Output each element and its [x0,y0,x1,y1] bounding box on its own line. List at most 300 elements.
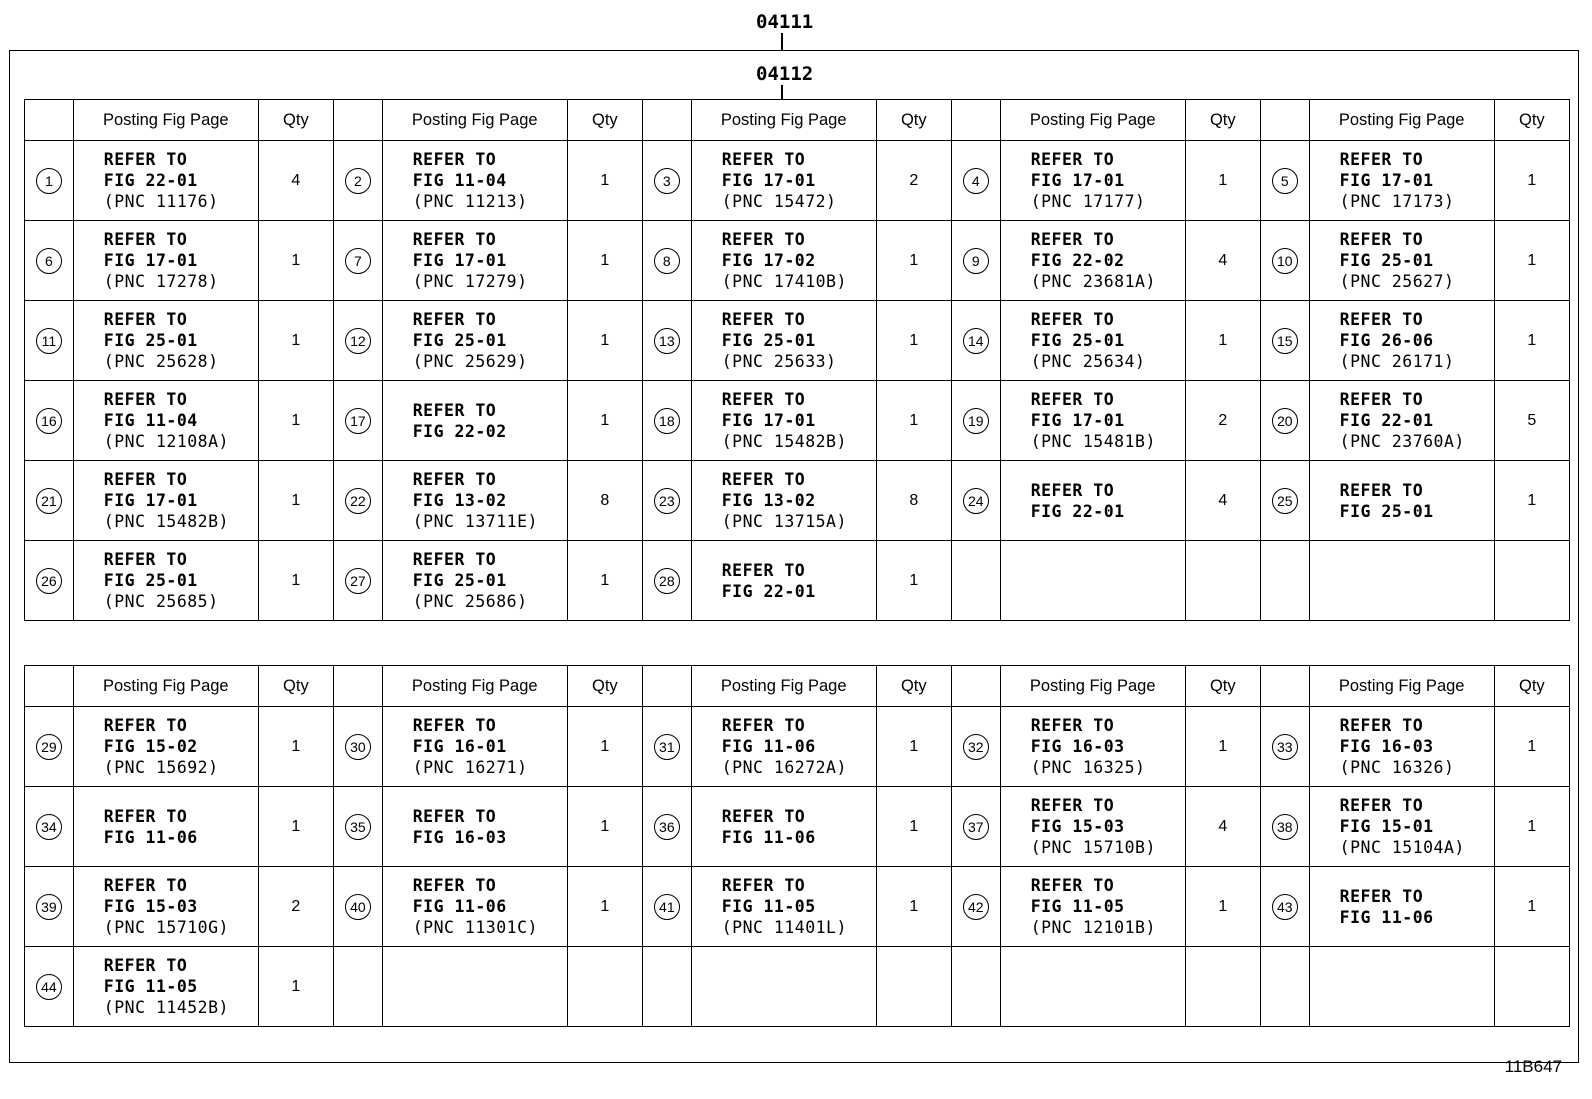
refer-to-text: REFER TO [1030,310,1115,329]
header-qty: Qty [1185,666,1260,707]
qty-value: 4 [1218,817,1228,835]
callout-number: 19 [963,408,989,434]
refer-to-text: REFER TO [412,400,497,420]
callout-number: 31 [654,734,680,760]
callout-number-cell [951,301,1000,381]
callout-number: 5 [1272,168,1298,194]
refer-to-text: REFER TO [1030,230,1115,249]
qty-value: 1 [1527,491,1537,509]
callout-number-cell [642,221,691,301]
fig-reference: FIG 11-04 [103,411,198,430]
refer-to-text: REFER TO [103,310,188,329]
diagram-id: 11B647 [1504,1057,1562,1076]
fig-reference: FIG 22-01 [1030,501,1125,521]
refer-to-text: REFER TO [412,310,497,329]
callout-number: 44 [36,974,62,1000]
refer-to-text: REFER TO [103,806,188,826]
refer-to-text: REFER TO [412,876,497,895]
pnc-reference: (PNC 15482B) [721,432,847,451]
qty-cell [258,141,333,221]
qty-value: 1 [1527,737,1537,755]
qty-value: 1 [600,411,610,429]
reference-cell [1309,541,1494,621]
fig-reference: FIG 25-01 [103,571,198,590]
refer-to-text: REFER TO [1339,230,1424,249]
qty-cell [876,221,951,301]
qty-cell [1185,461,1260,541]
fig-reference: FIG 25-01 [412,331,507,350]
reference-cell [691,541,876,621]
refer-to-text: REFER TO [1339,716,1424,735]
fig-reference: FIG 15-03 [103,897,198,916]
refer-to-text: REFER TO [412,806,497,826]
pnc-reference: (PNC 16272A) [721,758,847,777]
pnc-reference: (PNC 11176) [103,192,219,211]
qty-cell [1494,787,1569,867]
qty-cell [1494,867,1569,947]
callout-number: 30 [345,734,371,760]
callout-number-cell [642,787,691,867]
reference-cell [1309,141,1494,221]
refer-to-text: REFER TO [721,310,806,329]
reference-cell [691,141,876,221]
qty-value: 8 [600,491,610,509]
callout-number: 41 [654,894,680,920]
refer-to-text: REFER TO [721,876,806,895]
qty-value: 4 [1218,251,1228,269]
pnc-reference: (PNC 12108A) [103,432,229,451]
qty-value: 1 [1527,251,1537,269]
qty-cell [1494,381,1569,461]
pnc-reference: (PNC 17173) [1339,192,1455,211]
reference-cell [73,867,258,947]
outer-code-leader-line [781,33,783,50]
qty-cell [876,301,951,381]
pnc-reference: (PNC 17279) [412,272,528,291]
qty-cell [567,947,642,1027]
reference-cell [382,541,567,621]
callout-number: 16 [36,408,62,434]
reference-cell [1309,461,1494,541]
reference-cell [1309,707,1494,787]
refer-to-text: REFER TO [1030,796,1115,815]
qty-cell [1185,787,1260,867]
qty-value: 1 [600,817,610,835]
reference-cell [691,707,876,787]
fig-reference: FIG 16-03 [1339,737,1434,756]
callout-number-cell [951,221,1000,301]
header-number-cell [333,100,382,141]
pnc-reference: (PNC 15710B) [1030,838,1156,857]
callout-number-cell [25,461,74,541]
callout-number: 25 [1272,488,1298,514]
callout-number-cell [951,141,1000,221]
callout-number-cell [642,141,691,221]
qty-cell [1185,301,1260,381]
header-qty: Qty [1494,100,1569,141]
qty-cell [567,381,642,461]
qty-cell [876,707,951,787]
reference-table-group-2 [24,665,1570,1027]
table-row [25,541,1570,621]
reference-cell [1000,301,1185,381]
pnc-reference: (PNC 16271) [412,758,528,777]
reference-cell [1000,867,1185,947]
callout-number-cell [951,381,1000,461]
callout-number-cell [333,867,382,947]
callout-number-cell [25,707,74,787]
qty-value: 1 [909,251,919,269]
qty-cell [876,461,951,541]
header-number-cell [1260,100,1309,141]
reference-cell [382,947,567,1027]
callout-number-cell [25,221,74,301]
header-number-cell [333,666,382,707]
fig-reference: FIG 26-06 [1339,331,1434,350]
header-posting-fig-page: Posting Fig Page [1000,100,1185,141]
qty-cell [567,141,642,221]
qty-value: 1 [600,251,610,269]
refer-to-text: REFER TO [412,150,497,169]
pnc-reference: (PNC 16326) [1339,758,1455,777]
reference-cell [691,221,876,301]
qty-value: 1 [909,817,919,835]
qty-cell [567,787,642,867]
refer-to-text: REFER TO [721,716,806,735]
fig-reference: FIG 13-02 [721,491,816,510]
fig-reference: FIG 11-04 [412,171,507,190]
pnc-reference: (PNC 11213) [412,192,528,211]
fig-reference: FIG 22-02 [1030,251,1125,270]
pnc-reference: (PNC 11452B) [103,998,229,1017]
qty-cell [1494,221,1569,301]
header-number-cell [25,100,74,141]
refer-to-text: REFER TO [1339,886,1424,906]
fig-reference: FIG 17-01 [103,491,198,510]
reference-cell [73,787,258,867]
callout-number: 2 [345,168,371,194]
callout-number: 35 [345,814,371,840]
refer-to-text: REFER TO [1339,390,1424,409]
callout-number: 10 [1272,248,1298,274]
qty-value: 1 [909,411,919,429]
reference-cell [1000,461,1185,541]
callout-number: 42 [963,894,989,920]
qty-cell [1494,947,1569,1027]
fig-reference: FIG 11-06 [412,897,507,916]
qty-cell [567,461,642,541]
callout-number-cell [642,541,691,621]
inner-code-leader-line [781,85,783,99]
header-posting-fig-page: Posting Fig Page [1000,666,1185,707]
callout-number: 11 [36,328,62,354]
refer-to-text: REFER TO [412,230,497,249]
callout-number: 18 [654,408,680,434]
callout-number: 17 [345,408,371,434]
callout-number: 28 [654,568,680,594]
fig-reference: FIG 22-02 [412,421,507,441]
qty-cell [876,141,951,221]
pnc-reference: (PNC 25633) [721,352,837,371]
refer-to-text: REFER TO [103,550,188,569]
reference-cell [1000,787,1185,867]
qty-cell [258,867,333,947]
refer-to-text: REFER TO [412,716,497,735]
fig-reference: FIG 15-01 [1339,817,1434,836]
header-posting-fig-page: Posting Fig Page [1309,100,1494,141]
fig-reference: FIG 11-06 [721,737,816,756]
callout-number: 32 [963,734,989,760]
qty-cell [1185,867,1260,947]
callout-number: 7 [345,248,371,274]
table-row [25,381,1570,461]
pnc-reference: (PNC 23760A) [1339,432,1465,451]
refer-to-text: REFER TO [103,876,188,895]
header-number-cell [951,100,1000,141]
fig-reference: FIG 22-01 [1339,411,1434,430]
fig-reference: FIG 25-01 [721,331,816,350]
qty-value: 1 [291,331,301,349]
qty-cell [1185,707,1260,787]
header-qty: Qty [567,100,642,141]
table-row [25,141,1570,221]
callout-number-cell [1260,381,1309,461]
refer-to-text: REFER TO [721,560,806,580]
pnc-reference: (PNC 15710G) [103,918,229,937]
reference-cell [382,221,567,301]
callout-number: 3 [654,168,680,194]
qty-cell [567,707,642,787]
reference-cell [1000,541,1185,621]
callout-number-cell [333,141,382,221]
fig-reference: FIG 11-05 [1030,897,1125,916]
callout-number-cell [1260,867,1309,947]
reference-cell [1000,141,1185,221]
callout-number-cell [333,301,382,381]
fig-reference: FIG 16-03 [412,827,507,847]
fig-reference: FIG 25-01 [1030,331,1125,350]
qty-value: 1 [291,977,301,995]
pnc-reference: (PNC 13711E) [412,512,538,531]
table-row [25,787,1570,867]
header-row [25,100,1570,141]
qty-value: 4 [1218,491,1228,509]
fig-reference: FIG 17-01 [721,411,816,430]
callout-number: 24 [963,488,989,514]
qty-value: 1 [909,737,919,755]
refer-to-text: REFER TO [1030,150,1115,169]
pnc-reference: (PNC 11401L) [721,918,847,937]
callout-number-cell [642,461,691,541]
pnc-reference: (PNC 15472) [721,192,837,211]
qty-cell [258,301,333,381]
refer-to-text: REFER TO [1339,480,1424,500]
reference-cell [1309,301,1494,381]
qty-value: 5 [1527,411,1537,429]
fig-reference: FIG 13-02 [412,491,507,510]
callout-number-cell [951,707,1000,787]
callout-number-cell [642,947,691,1027]
callout-number-cell [1260,221,1309,301]
qty-value: 1 [1527,171,1537,189]
fig-reference: FIG 17-01 [412,251,507,270]
callout-number: 37 [963,814,989,840]
callout-number-cell [333,707,382,787]
reference-cell [382,381,567,461]
header-qty: Qty [876,100,951,141]
reference-cell [382,867,567,947]
callout-number: 1 [36,168,62,194]
callout-number: 14 [963,328,989,354]
callout-number-cell [951,461,1000,541]
reference-cell [382,141,567,221]
fig-reference: FIG 15-03 [1030,817,1125,836]
pnc-reference: (PNC 15104A) [1339,838,1465,857]
qty-cell [1494,301,1569,381]
pnc-reference: (PNC 25628) [103,352,219,371]
callout-number: 6 [36,248,62,274]
fig-reference: FIG 11-05 [103,977,198,996]
qty-value: 8 [909,491,919,509]
table-row [25,461,1570,541]
refer-to-text: REFER TO [1030,480,1115,500]
reference-table-group-1 [24,99,1570,621]
reference-cell [691,787,876,867]
outer-assembly-code: 04111 [756,11,814,33]
qty-cell [258,541,333,621]
table-row [25,947,1570,1027]
qty-value: 1 [1218,737,1228,755]
fig-reference: FIG 25-01 [103,331,198,350]
callout-number: 34 [36,814,62,840]
callout-number: 12 [345,328,371,354]
fig-reference: FIG 17-01 [721,171,816,190]
refer-to-text: REFER TO [103,956,188,975]
pnc-reference: (PNC 12101B) [1030,918,1156,937]
inner-assembly-code: 04112 [756,63,814,85]
reference-cell [1309,787,1494,867]
callout-number: 29 [36,734,62,760]
header-qty: Qty [258,100,333,141]
callout-number: 13 [654,328,680,354]
refer-to-text: REFER TO [103,150,188,169]
refer-to-text: REFER TO [103,716,188,735]
header-posting-fig-page: Posting Fig Page [691,666,876,707]
fig-reference: FIG 11-06 [103,827,198,847]
reference-cell [691,867,876,947]
qty-cell [1494,707,1569,787]
callout-number-cell [25,381,74,461]
reference-cell [1309,221,1494,301]
refer-to-text: REFER TO [721,806,806,826]
fig-reference: FIG 17-02 [721,251,816,270]
qty-cell [1494,541,1569,621]
reference-cell [73,947,258,1027]
callout-number-cell [1260,541,1309,621]
fig-reference: FIG 17-01 [1030,171,1125,190]
fig-reference: FIG 22-01 [721,581,816,601]
callout-number-cell [642,301,691,381]
refer-to-text: REFER TO [1030,716,1115,735]
qty-value: 1 [291,411,301,429]
fig-reference: FIG 15-02 [103,737,198,756]
reference-cell [691,947,876,1027]
qty-value: 1 [600,171,610,189]
reference-cell [691,381,876,461]
refer-to-text: REFER TO [103,390,188,409]
reference-cell [73,461,258,541]
reference-cell [73,141,258,221]
qty-cell [876,867,951,947]
callout-number-cell [1260,141,1309,221]
qty-cell [1185,947,1260,1027]
callout-number: 23 [654,488,680,514]
callout-number-cell [642,381,691,461]
callout-number: 22 [345,488,371,514]
qty-cell [876,947,951,1027]
callout-number-cell [1260,707,1309,787]
header-qty: Qty [876,666,951,707]
header-posting-fig-page: Posting Fig Page [73,100,258,141]
callout-number: 39 [36,894,62,920]
qty-value: 1 [291,571,301,589]
callout-number-cell [25,787,74,867]
fig-reference: FIG 25-01 [1339,501,1434,521]
table-row [25,301,1570,381]
reference-cell [1000,947,1185,1027]
qty-cell [1185,541,1260,621]
fig-reference: FIG 11-06 [721,827,816,847]
qty-cell [258,947,333,1027]
refer-to-text: REFER TO [1030,390,1115,409]
reference-cell [1000,707,1185,787]
reference-cell [73,221,258,301]
pnc-reference: (PNC 17177) [1030,192,1146,211]
fig-reference: FIG 22-01 [103,171,198,190]
refer-to-text: REFER TO [721,390,806,409]
callout-number: 4 [963,168,989,194]
qty-cell [258,381,333,461]
callout-number-cell [25,301,74,381]
callout-number-cell [951,541,1000,621]
qty-cell [876,381,951,461]
callout-number: 8 [654,248,680,274]
qty-cell [258,461,333,541]
pnc-reference: (PNC 15482B) [103,512,229,531]
reference-cell [382,301,567,381]
reference-cell [382,461,567,541]
callout-number-cell [25,141,74,221]
qty-value: 1 [909,571,919,589]
qty-value: 1 [291,251,301,269]
callout-number: 20 [1272,408,1298,434]
refer-to-text: REFER TO [1030,876,1115,895]
reference-cell [382,787,567,867]
refer-to-text: REFER TO [721,470,806,489]
pnc-reference: (PNC 11301C) [412,918,538,937]
fig-reference: FIG 25-01 [1339,251,1434,270]
header-posting-fig-page: Posting Fig Page [382,666,567,707]
qty-value: 2 [909,171,919,189]
qty-cell [258,707,333,787]
header-number-cell [642,666,691,707]
pnc-reference: (PNC 26171) [1339,352,1455,371]
pnc-reference: (PNC 25629) [412,352,528,371]
pnc-reference: (PNC 17278) [103,272,219,291]
reference-cell [73,301,258,381]
callout-number-cell [333,381,382,461]
pnc-reference: (PNC 17410B) [721,272,847,291]
